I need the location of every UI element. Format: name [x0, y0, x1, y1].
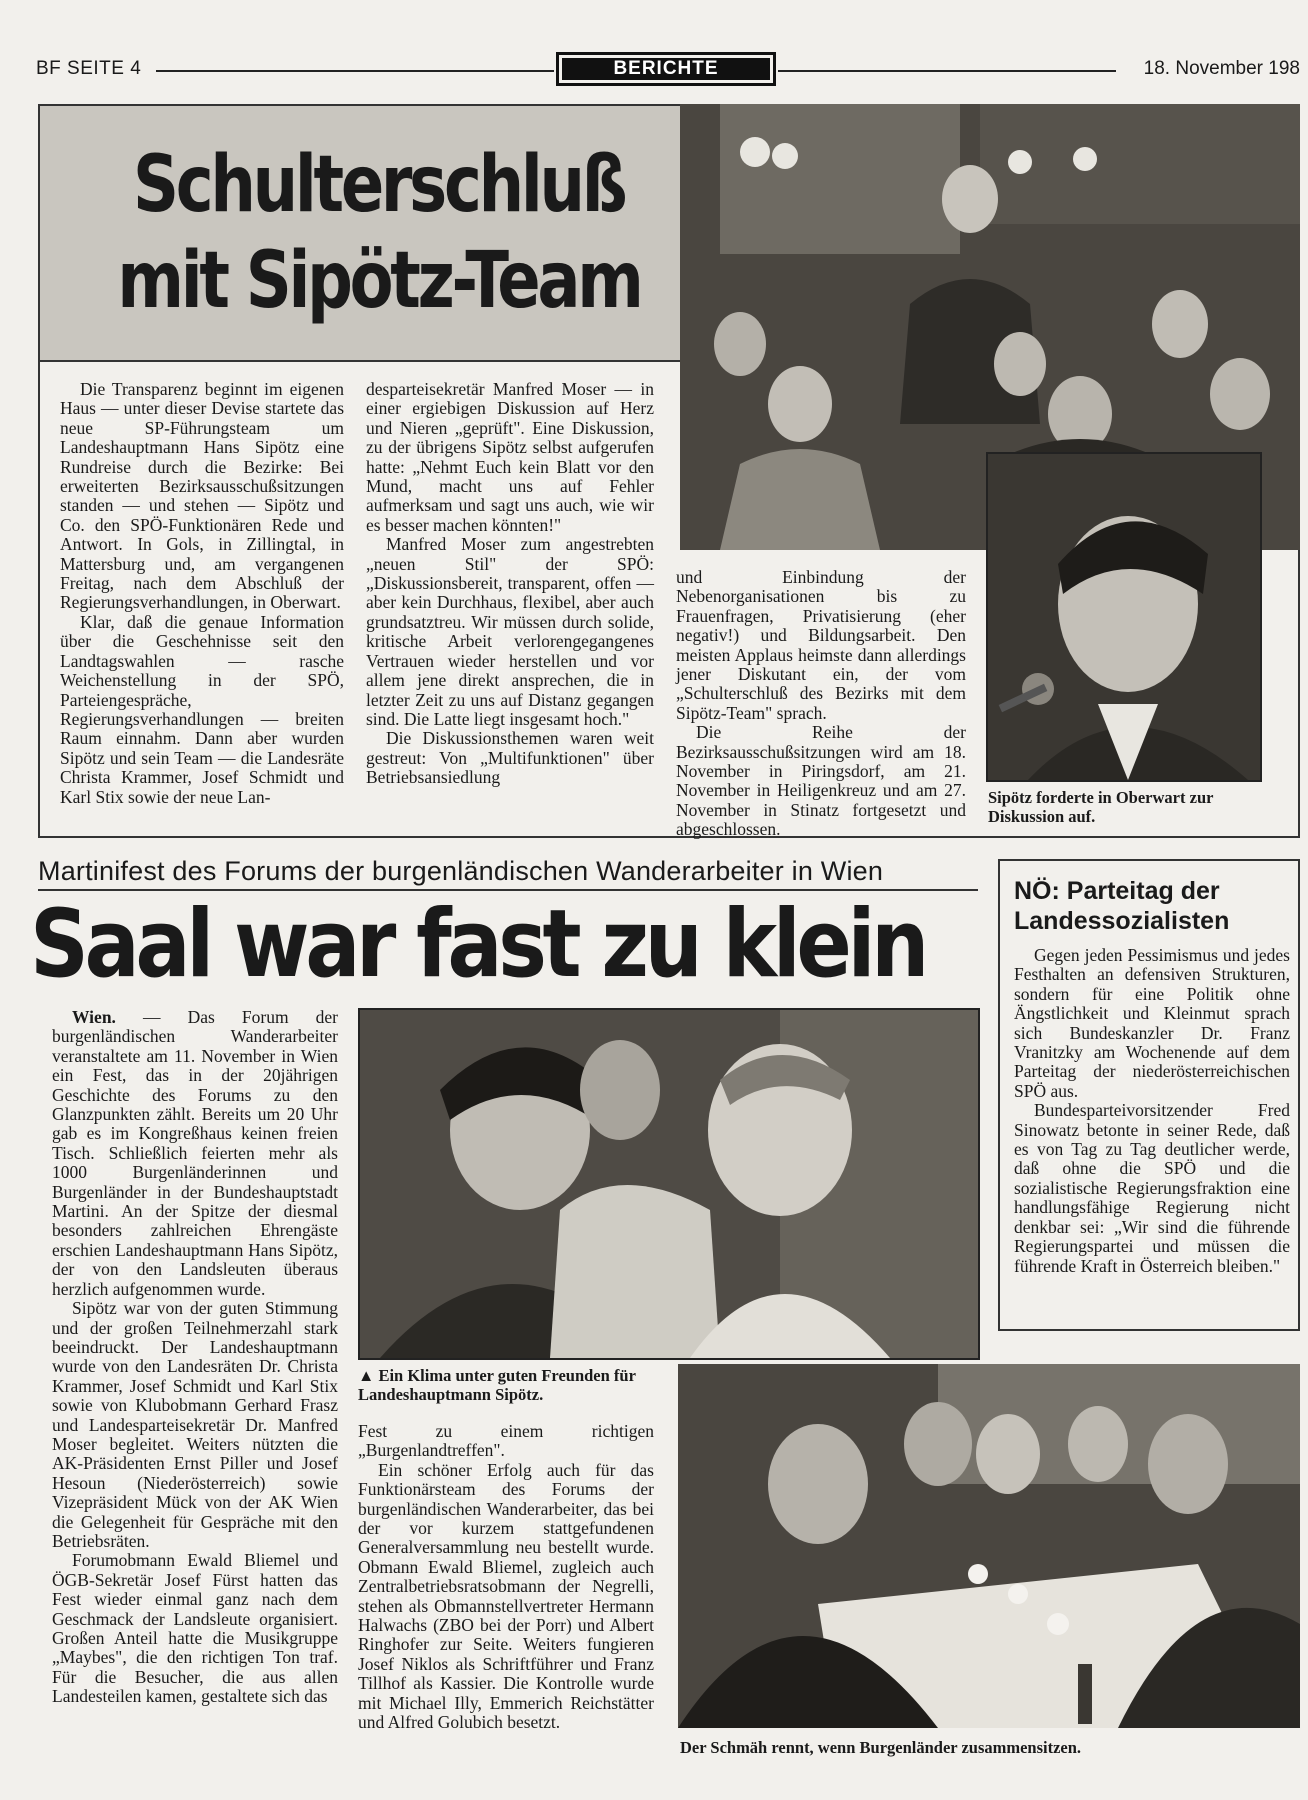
greeting-photo-caption: ▲ Ein Klima unter guten Freunden für Landeshauptmann Sipötz.: [358, 1366, 636, 1404]
paragraph: Forumobmann Ewald Bliemel und ÖGB-Sekretär Josef Fürst hatten das Fest wieder einmal ganz nach dem Geschmack der Landsleute organisiert. Großen Anteil hatte die Musikgruppe „Maybes", die den richtigen Ton traf. Für die Besucher, die aus allen Landesteilen kamen, gestaltete sich das: [52, 1550, 338, 1707]
table-photo-caption: Der Schmäh rennt, wenn Burgenländer zusammensitzen.: [680, 1738, 1082, 1757]
headline-line-2: mit Sipötz-Team: [117, 236, 641, 326]
paragraph: Die Reihe der Bezirksausschußsitzungen wird am 18. November in Piringsdorf, am 21. November in Heiligenkreuz und am 27. November in Stinatz fortgesetzt und abgeschlossen.: [676, 722, 966, 840]
header-rule-left: [156, 70, 554, 72]
sidebar-headline: NÖ: Parteitag der Landessozialisten: [1014, 877, 1230, 935]
paragraph: Ein schöner Erfolg auch für das Funktionärsteam des Forums der burgenländischen Wanderarbeiter, das bei der vor kurzem stattgefundenen Generalversammlung neu bestellt wurde. Obmann Ewald Bliemel, zugleich auch Zentralbetriebsratsobmann der Negrelli, stehen als Obmannstellvertreter Hermann Halwachs (ZBO bei der Porr) und Albert Ringhofer zur Seite. Weiters fungieren Josef Niklos als Schriftführer und Franz Tillhof als Kassier. Die Kontrolle wurde mit Michael Illy, Emmerich Reichstätter und Alfred Golubich besetzt.: [358, 1459, 654, 1733]
paragraph: Manfred Moser zum angestrebten „neuen Stil" der SPÖ: „Diskussionsbereit, transparent, offen — aber kein Durchhaus, flexibel, aber auch grundsatztreu. Wir müssen durch solide, kritische Arbeit verlorengegangenes Vertrauen wieder herstellen und vor allem jene direkt ansprechen, die in letzter Zeit zu uns auf Distanz gegangen sind. Die Latte liegt insgesamt hoch.": [366, 534, 654, 729]
table-photo: [678, 1364, 1300, 1728]
dateline: Wien.: [72, 1007, 116, 1027]
article1-column-3: [676, 568, 966, 840]
page-date: 18. November 198: [1143, 58, 1300, 79]
greeting-photo: [358, 1008, 980, 1360]
paragraph: Bundesparteivorsitzender Fred Sinowatz betonte in seiner Rede, daß es von Tag zu Tag deutlicher werde, daß ohne die SPÖ und die sozialistische Regierungsfraktion eine handlungsfähige Regierung nicht denkbar sei: „Wir sind die führende Regierungspartei und müssen die führende Kraft in Österreich bleiben.": [1014, 1100, 1290, 1276]
article2-headline: Saal war fast zu klein: [30, 890, 926, 999]
paragraph: Die Transparenz beginnt im eigenen Haus — unter dieser Devise startete das neue SP-Führungsteam um Landeshauptmann Hans Sipötz eine Rundreise durch die Bezirke: Bei erweiterten Bezirksausschußsitzungen standen — und stehen — Sipötz und Co. den SPÖ-Funktionären Rede und Antwort. In Gols, in Zillingtal, in Mattersburg und, am vergangenen Freitag, nach dem Abschluß der Regierungsverhandlungen, in Oberwart.: [60, 379, 344, 613]
headline-line-1: Schulterschluß: [133, 140, 625, 230]
article2-column-1: [52, 1008, 338, 1707]
paragraph: Klar, daß die genaue Information über die Geschehnisse seit den Landtagswahlen — rasche Weichenstellung in der SPÖ, Parteiengespräche, Regierungsverhandlungen — breiten Raum einnahm. Dann aber wurden Sipötz und sein Team — die Landesräte Christa Krammer, Josef Schmidt und Karl Stix sowie der neue Lan-: [60, 611, 344, 807]
section-badge: [556, 52, 776, 86]
paragraph: — Das Forum der burgenländischen Wanderarbeiter veranstaltete am 11. November in Wien ein Fest, das in der 20jährigen Geschichte des Forums zu den Glanzpunkten zählt. Bereits um 20 Uhr gab es im Kongreßhaus keinen freien Tisch. Schließlich feierten mehr als 1000 Burgenländerinnen und Burgenländer in der Bundeshauptstadt Martini. An der Spitze der diesmal besonders zahlreichen Ehrengäste erschien Landeshauptmann Hans Sipötz, der von den Landsleuten überaus herzlich aufgenommen wurde.: [52, 1007, 338, 1299]
article2-column-2: [358, 1422, 654, 1733]
article1-column-2: [366, 380, 654, 788]
header-rule-right: [778, 70, 1116, 72]
paragraph: Gegen jeden Pessimismus und jedes Festhalten an defensiven Strukturen, sondern für eine Politik ohne Ängstlichkeit und Kleinmut sprach sich Bundeskanzler Dr. Franz Vranitzky am Wochenende auf dem Parteitag der niederösterreichischen SPÖ aus.: [1014, 945, 1290, 1101]
paragraph: desparteisekretär Manfred Moser — in einer ergiebigen Diskussion auf Herz und Nieren „geprüft". Eine Diskussion, zu der übrigens Sipötz selbst aufgerufen hatte: „Nehmt Euch kein Blatt vor den Mund, macht uns auf Fehler aufmerksam und sagt uns auch, wie wir es besser machen könnten!": [366, 379, 654, 535]
article-headline-box: [38, 104, 720, 362]
section-label: BERICHTE: [562, 58, 770, 80]
article2-kicker: Martinifest des Forums der burgenländischen Wanderarbeiter in Wien: [38, 856, 884, 886]
sidebar-body: [1014, 946, 1290, 1276]
page-label: BF SEITE 4: [36, 58, 142, 79]
speaker-photo: [986, 452, 1262, 782]
paragraph: Sipötz war von der guten Stimmung und der großen Teilnehmerzahl stark beeindruckt. Der Landeshauptmann wurde von den Landesräten Dr. Christa Krammer, Josef Schmidt und Karl Stix sowie von Klubobmann Gerhard Frasz und Landesparteisekretär Dr. Manfred Moser begleitet. Weiters nützten die AK-Präsidenten Ernst Piller und Josef Hesoun (Niederösterreich) sowie Vizepräsident Mück von der AK Wien die Gelegenheit für Gespräche mit den Betriebsräten.: [52, 1298, 338, 1551]
paragraph: und Einbindung der Nebenorganisationen bis zu Frauenfragen, Privatisierung (eher negativ!) und Bildungsarbeit. Den meisten Applaus heimste dann allerdings jener Diskutant ein, der vom „Schulterschluß des Bezirks mit dem Sipötz-Team" sprach.: [676, 567, 966, 723]
paragraph: Fest zu einem richtigen „Burgenlandtreffen".: [358, 1421, 654, 1461]
article1-column-1: [60, 380, 344, 807]
paragraph: Die Diskussionsthemen waren weit gestreut: Von „Multifunktionen" über Betriebsansiedlung: [366, 728, 654, 788]
speaker-photo-caption: Sipötz forderte in Oberwart zur Diskussion auf.: [988, 788, 1214, 826]
